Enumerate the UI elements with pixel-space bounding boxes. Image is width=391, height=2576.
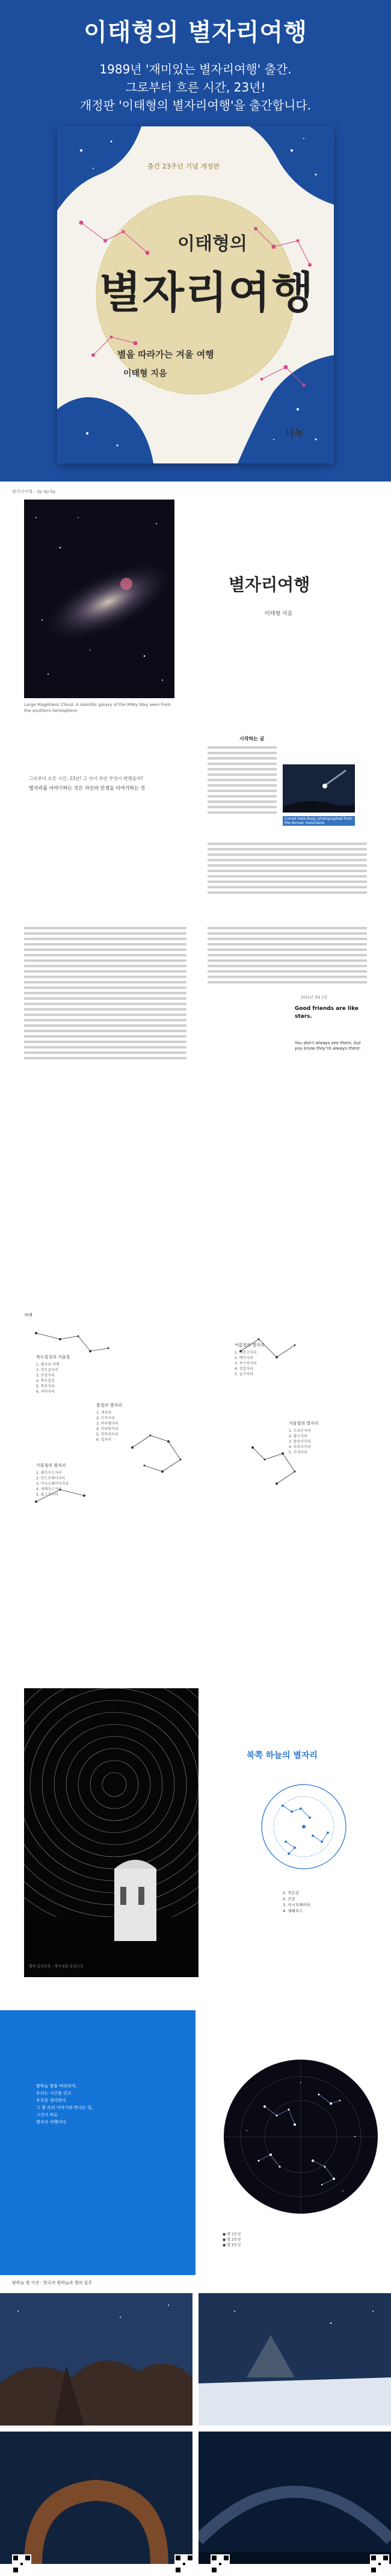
quote-english: Good friends are like stars. (295, 1006, 359, 1020)
qr-art (370, 2554, 389, 2574)
night-snow-art (199, 2293, 391, 2426)
toc-item: 5. 물고기자리 (36, 1493, 58, 1497)
galaxy-photo (24, 500, 174, 698)
legend-item: ● 별 3등성 (223, 2243, 241, 2247)
toc-item: 1. 별자리 여행 (36, 1363, 60, 1367)
milky-way-art (199, 2432, 391, 2564)
body-text-right (208, 927, 367, 986)
night-landscape-photo (0, 2293, 192, 2426)
cover-subtitle: 별을 따라가는 겨울 여행 (117, 349, 214, 360)
qr-art (211, 2554, 230, 2574)
sky-map (223, 2058, 379, 2215)
legend-item: 3. 카시오페이아 (283, 1903, 310, 1907)
qr-code-icon (211, 2554, 230, 2574)
toc-item: 3. 쌍둥이자리 (289, 1440, 311, 1444)
toc-item: 6. 처녀자리 (36, 1390, 55, 1394)
legend-item: 4. 세페우스 (283, 1909, 303, 1913)
sky-map-legend (223, 2232, 241, 2248)
hero-line: 1989년 '재미있는 별자리여행' 출간. (99, 62, 292, 76)
toc-item: 4. 북두칠성 (36, 1379, 55, 1383)
qr-code-icon (12, 2554, 31, 2574)
comet-photo (283, 764, 355, 813)
toc-item: 1. 페가수스자리 (36, 1471, 62, 1475)
preface-date: 2012년 3월 1일 (301, 995, 328, 1000)
toc-header: 차례 (24, 1313, 32, 1317)
night-snow-photo (199, 2293, 391, 2426)
toc-item: 3. 카시오페이아자리 (36, 1482, 69, 1486)
cover-author: 이태형 지음 (123, 369, 167, 379)
book-cover (57, 126, 334, 463)
qr-code-icon (370, 2554, 389, 2574)
legend-item: 1. 작은곰 (283, 1890, 300, 1895)
toc-section-label: 여름철의 별자리 (235, 1343, 265, 1348)
inner-title: 별자리여행 (229, 575, 310, 595)
blue-quote (36, 2082, 93, 2126)
toc-item: 3. 큰곰자리 (36, 1373, 55, 1378)
toc-item: 4. 마차부자리 (289, 1445, 311, 1449)
preface-title: 시작하는 글 (239, 736, 265, 742)
north-sky-title: 북쪽 하늘의 별자리 (247, 1751, 318, 1760)
toc-section-label: 가을철의 별자리 (36, 1463, 66, 1468)
toc-item: 1. 거문고자리 (235, 1351, 257, 1355)
spread-label: 別자리여행 - 3p 4p 5p (12, 489, 56, 494)
toc-item: 2. 사자자리 (96, 1416, 115, 1420)
blue-line: 우주를 생각한다. (36, 2098, 67, 2103)
arch-rock-art (0, 2432, 192, 2564)
body-text-left (24, 927, 186, 1062)
hero-intro (0, 60, 391, 114)
comet-caption: Comet Hale-Bopp photographed from the Korean mountains (283, 816, 355, 826)
cover-publisher: 나녹 (286, 427, 303, 438)
inner-author: 이태형 지음 (265, 611, 293, 617)
cover-edition-note: 출간 23주년 기념 개정판 (147, 163, 220, 170)
hero-banner (0, 0, 391, 481)
qr-code-icon (174, 2554, 194, 2574)
star-trail-photo (24, 1688, 199, 1977)
qr-art (174, 2554, 194, 2574)
north-sky-wheel (259, 1782, 349, 1872)
legend-item: ● 별 1등성 (223, 2232, 241, 2237)
preface-text-lower (208, 843, 367, 897)
toc-section-label: 북두칠성과 겨울철 (36, 1355, 70, 1360)
star-trail-art (24, 1688, 199, 1977)
toc-item: 6. 컵자리 (96, 1438, 112, 1442)
toc-item: 1. 게자리 (96, 1411, 112, 1415)
arch-rock-photo (0, 2432, 192, 2564)
photo-spread-caption: 밤하늘 별 사진 - 한국의 밤하늘과 별의 일주 (12, 2280, 93, 2285)
toc-item: 2. 작은곰자리 (36, 1368, 58, 1372)
star-trail-caption: 별의 일주운동 - 북극성을 중심으로 (29, 1965, 84, 1969)
toc-item: 5. 까마귀자리 (96, 1432, 119, 1437)
comet-art (283, 764, 355, 813)
galaxy-art (24, 500, 174, 698)
toc-item: 2. 안드로메다자리 (36, 1476, 66, 1481)
north-sky-legend (283, 1890, 310, 1914)
toc-item: 3. 독수리자리 (235, 1361, 257, 1366)
legend-item: 2. 큰곰 (283, 1896, 295, 1901)
toc-item: 4. 전갈자리 (235, 1367, 253, 1371)
hero-line: 개정판 '이태형의 별자리여행'을 출간합니다. (79, 98, 312, 113)
intro-quote-small: 그로부터 흐른 시간, 23년! 그 사이 과연 무엇이 변했을까? (29, 776, 144, 781)
toc-item: 2. 황소자리 (289, 1434, 307, 1438)
toc-section-label: 겨울철의 별자리 (289, 1421, 319, 1426)
toc-item: 1. 오리온자리 (289, 1429, 311, 1433)
quote-english-sub: You don't always see them, but you know they're always there. (295, 1041, 361, 1051)
preface-text (208, 746, 277, 817)
qr-art (12, 2554, 31, 2574)
blue-line: 그 별 속의 이야기와 만나는 일, (36, 2105, 93, 2110)
blue-line: 별자리 여행이다. (36, 2120, 67, 2125)
night-landscape-art (0, 2293, 192, 2426)
toc-item: 5. 목동자리 (36, 1384, 55, 1389)
blue-line: 밤하늘 별을 바라보며, (36, 2084, 77, 2088)
galaxy-caption: Large Magellanic Cloud. A satellite galaxy of the Milky Way seen from the southern hemisphere. (24, 702, 171, 713)
legend-item: ● 별 2등성 (223, 2238, 241, 2242)
toc-item: 3. 바다뱀자리 (96, 1422, 119, 1426)
hero-title: 이태형의 별자리여행 (84, 19, 307, 46)
blue-line: 그것이 바로 (36, 2113, 58, 2117)
toc-item: 4. 머리털자리 (96, 1427, 119, 1431)
blue-line: 우리는 시간을 잊고 (36, 2091, 72, 2096)
cover-title-top: 이태형의 (177, 234, 247, 255)
hero-line: 그로부터 흐른 시간, 23년! (125, 80, 266, 94)
milky-way-photo (199, 2432, 391, 2564)
toc-item: 5. 궁수자리 (235, 1372, 253, 1376)
blue-quote-page (0, 2010, 196, 2275)
toc-item: 5. 큰개자리 (289, 1451, 307, 1455)
cover-title-main: 별자리여행 (99, 267, 315, 318)
intro-quote: 별자리를 이야기하는 것은 자신의 인생을 이야기하는 것 (29, 785, 145, 791)
toc-item: 2. 백조자리 (235, 1356, 253, 1360)
toc-section-label: 봄철의 별자리 (96, 1403, 122, 1408)
toc-item: 4. 세페우스자리 (36, 1487, 62, 1491)
